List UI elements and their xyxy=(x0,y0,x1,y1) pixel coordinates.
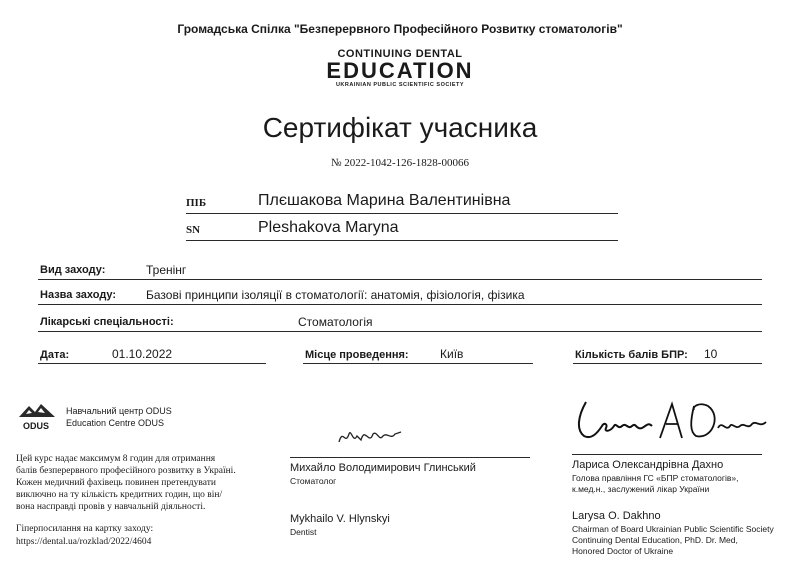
center-name-ua: Навчальний центр ODUS xyxy=(66,406,172,416)
signer-right-name-ua: Лариса Олександрівна Дахно xyxy=(572,459,724,471)
date-label: Дата: xyxy=(40,349,70,361)
signature-hlynskyi xyxy=(335,420,405,455)
disclaimer-line: Цей курс надає максимум 8 годин для отримання xyxy=(16,454,216,464)
odus-logo xyxy=(17,399,57,433)
sn-value: Pleshakova Maryna xyxy=(258,219,399,236)
signature-dakhno xyxy=(572,396,772,453)
disclaimer-line: Кожен медичний фахівець повинен претендувати xyxy=(16,478,216,488)
specialty-value: Стоматологія xyxy=(298,315,373,329)
event-type-value: Тренінг xyxy=(146,263,187,277)
specialty-underline xyxy=(38,331,762,332)
date-value: 01.10.2022 xyxy=(112,347,173,361)
event-link-url[interactable]: https://dental.ua/rozklad/2022/4604 xyxy=(16,537,152,547)
event-name-value: Базові принципи ізоляції в стоматології: анатомія, фізіологія, фізика xyxy=(146,288,525,302)
signer-left-title-ua: Стоматолог xyxy=(290,476,337,486)
signer-left-name-en: Mykhailo V. Hlynskyi xyxy=(290,513,390,525)
signer-right-name-en: Larysa O. Dakhno xyxy=(572,510,661,522)
logo-top-text: CONTINUING DENTAL xyxy=(337,48,463,60)
cde-logo xyxy=(0,48,800,88)
odus-logo-text: ODUS xyxy=(23,421,50,431)
certificate-number: № 2022-1042-126-1828-00066 xyxy=(331,157,469,169)
points-label: Кількість балів БПР: xyxy=(575,349,688,361)
logo-sub-text: UKRAINIAN PUBLIC SCIENTIFIC SOCIETY xyxy=(335,82,465,88)
certificate-title: Сертифікат учасника xyxy=(262,112,538,143)
signer-right-title-en-2: Continuing Dental Education, PhD. Dr. Med, xyxy=(572,535,738,545)
sn-label: SN xyxy=(186,224,201,236)
disclaimer xyxy=(16,453,274,513)
signer-right-title-ua-1: Голова правління ГС «БПР стоматологів», xyxy=(572,473,739,483)
disclaimer-line: вона насправді провів у навчальній діяльності. xyxy=(16,502,206,512)
event-type-label: Вид заходу: xyxy=(40,264,106,276)
points-value: 10 xyxy=(704,347,718,361)
pib-value: Плєшакова Марина Валентинівна xyxy=(258,192,511,209)
place-value: Київ xyxy=(440,347,464,361)
center-name-en: Education Centre ODUS xyxy=(66,418,165,428)
signature-right-line xyxy=(572,454,762,455)
place-label: Місце проведення: xyxy=(305,349,409,361)
signer-right-title-en-1: Chairman of Board Ukrainian Public Scientific Society xyxy=(572,524,774,534)
logo-main-text: EDUCATION xyxy=(326,58,474,83)
organization-header: Громадська Спілка "Безперервного Професійного Розвитку стоматологів" xyxy=(177,22,623,36)
disclaimer-line: балів безперервного професійного розвитку в Україні. xyxy=(16,466,236,476)
pib-underline xyxy=(186,213,618,214)
signer-right-title-en-3: Honored Doctor of Ukraine xyxy=(572,546,674,556)
specialty-label: Лікарські спеціальності: xyxy=(40,316,174,328)
event-type-underline xyxy=(38,279,762,280)
signer-left-title-en: Dentist xyxy=(290,527,317,537)
event-name-label: Назва заходу: xyxy=(40,289,117,301)
date-underline xyxy=(38,363,266,364)
pib-label: ПІБ xyxy=(186,197,207,209)
disclaimer-line: виключно на ту кількість кредитних годин, що він/ xyxy=(16,490,223,500)
signer-right-title-ua-2: к.мед.н., заслужений лікар України xyxy=(572,484,710,494)
sn-underline xyxy=(186,240,618,241)
signer-left-name-ua: Михайло Володимирович Глинський xyxy=(290,462,476,474)
event-name-underline xyxy=(38,304,762,305)
points-underline xyxy=(573,363,762,364)
event-link-label: Гіперпосилання на картку заходу: xyxy=(16,524,154,534)
place-underline xyxy=(303,363,533,364)
signature-left-line xyxy=(290,457,530,458)
